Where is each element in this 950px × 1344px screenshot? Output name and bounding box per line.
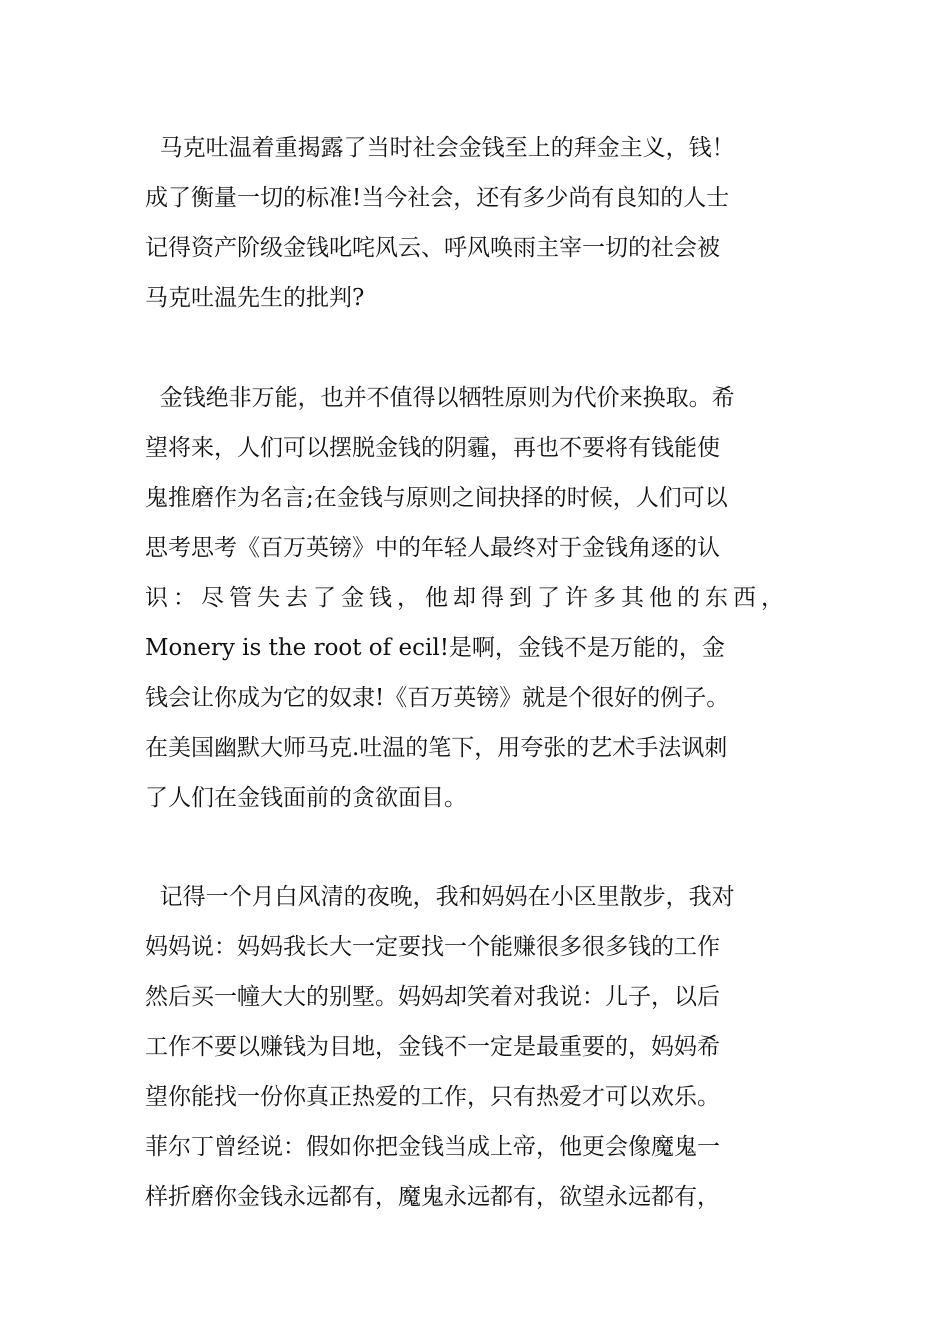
text-line: 记得资产阶级金钱叱咤风云、呼风唤雨主宰一切的社会被 — [145, 235, 720, 261]
text-line: 金钱绝非万能，也并不值得以牺牲原则为代价来换取。希 — [145, 385, 735, 411]
paragraph-2 — [145, 373, 825, 823]
text-line: 望你能找一份你真正热爱的工作，只有热爱才可以欢乐。 — [145, 1084, 720, 1110]
text-line: 望将来，人们可以摆脱金钱的阴霾，再也不要将有钱能使 — [145, 435, 720, 461]
text-line: 鬼推磨作为名言;在金钱与原则之间抉择的时候，人们可以 — [145, 485, 728, 511]
text-line: 识：尽管失去了金钱，他却得到了许多其他的东西， — [145, 585, 789, 611]
text-line: 马克吐温着重揭露了当时社会金钱至上的拜金主义，钱！ — [145, 135, 735, 161]
text-line: 记得一个月白风清的夜晚，我和妈妈在小区里散步，我对 — [145, 884, 735, 910]
text-line: 成了衡量一切的标准!当今社会，还有多少尚有良知的人士 — [145, 185, 730, 211]
text-line-mixed: Monery is the root of ecil!是啊，金钱不是万能的，金 — [145, 635, 725, 661]
text-line: 了人们在金钱面前的贪欲面目。 — [145, 785, 467, 811]
text-line: 妈妈说：妈妈我长大一定要找一个能赚很多很多钱的工作 — [145, 934, 720, 960]
text-line: 在美国幽默大师马克.吐温的笔下，用夸张的艺术手法讽刺 — [145, 735, 728, 761]
text-line: 思考思考《百万英镑》中的年轻人最终对于金钱角逐的认 — [145, 535, 720, 561]
text-line: 然后买一幢大大的别墅。妈妈却笑着对我说：儿子，以后 — [145, 984, 720, 1010]
text-line: 样折磨你金钱永远都有，魔鬼永远都有，欲望永远都有， — [145, 1184, 720, 1210]
text-line: 菲尔丁曾经说：假如你把金钱当成上帝，他更会像魔鬼一 — [145, 1134, 720, 1160]
paragraph-1 — [145, 123, 825, 323]
text-line: 马克吐温先生的批判? — [145, 285, 365, 311]
text-line: 钱会让你成为它的奴隶!《百万英镑》就是个很好的例子。 — [145, 685, 730, 711]
text-line: 工作不要以赚钱为目地，金钱不一定是最重要的，妈妈希 — [145, 1034, 720, 1060]
paragraph-3 — [145, 872, 825, 1222]
